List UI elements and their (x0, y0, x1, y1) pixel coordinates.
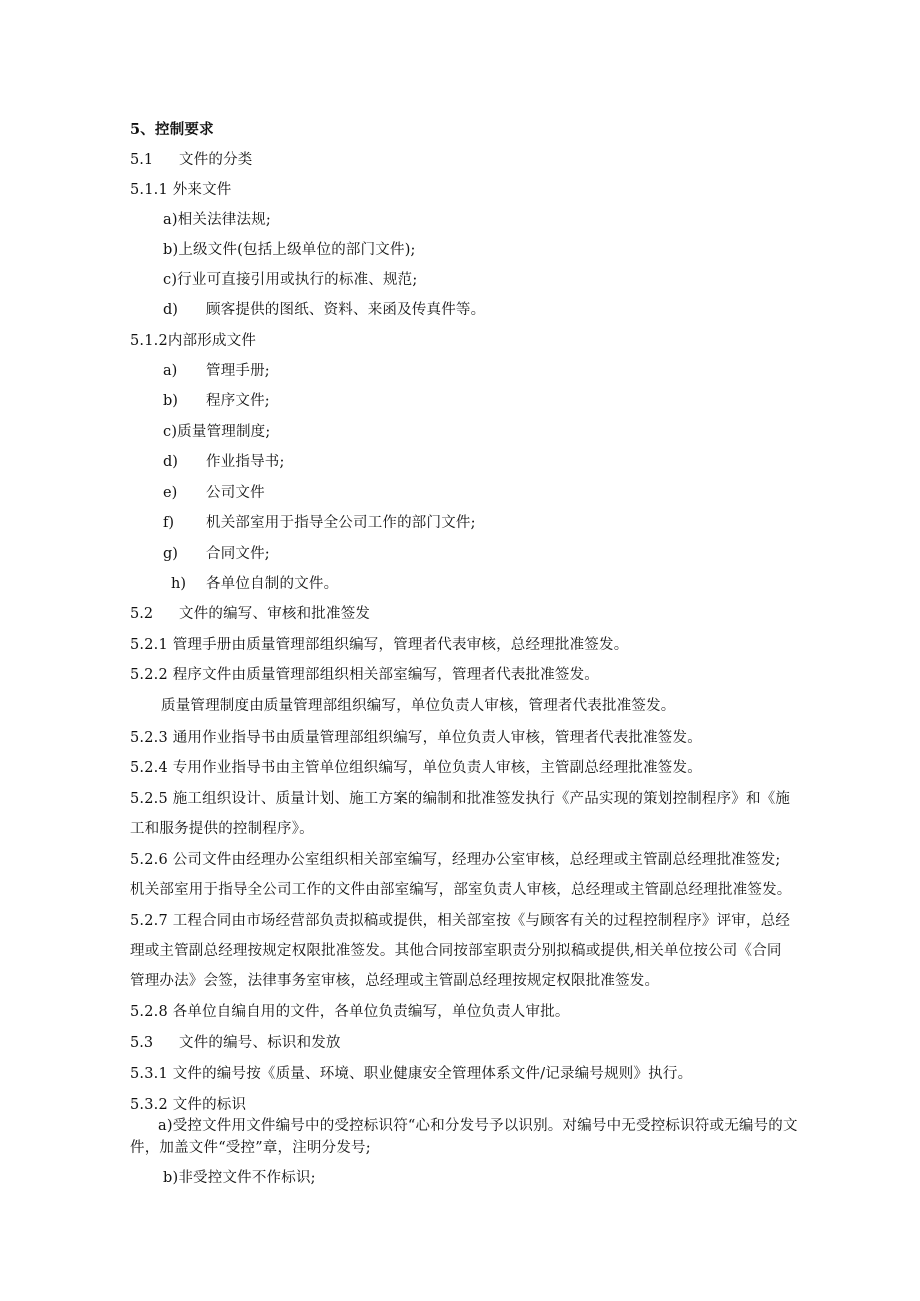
subsection-heading: 5.1.1 外来文件 (130, 182, 232, 198)
paragraph-line: 件，加盖文件“受控”章，注明分发号; (130, 1140, 371, 1156)
list-item: 公司文件 (206, 485, 265, 501)
list-item: c)行业可直接引用或执行的标准、规范; (163, 272, 418, 288)
paragraph: 5.2.2 程序文件由质量管理部组织相关部室编写，管理者代表批准签发。 (130, 667, 600, 683)
paragraph-line: 理或主管副总经理按规定权限批准签发。其他合同按部室职责分别拟稿或提供,相关单位按公司《合同 (130, 943, 782, 959)
list-item: 合同文件; (206, 546, 270, 562)
list-item: 作业指导书; (206, 454, 285, 470)
list-item-label: e) (163, 485, 178, 501)
section-title: 文件的编号、标识和发放 (179, 1035, 341, 1051)
paragraph: b)非受控文件不作标识; (163, 1170, 316, 1186)
list-item: 顾客提供的图纸、资料、来函及传真件等。 (206, 302, 486, 318)
list-item: a)相关法律法规; (163, 212, 271, 228)
paragraph: 5.2.1 管理手册由质量管理部组织编写，管理者代表审核，总经理批准签发。 (130, 637, 629, 653)
list-item-label: b) (163, 393, 178, 409)
list-item: 各单位自制的文件。 (206, 576, 339, 592)
paragraph-line: 机关部室用于指导全公司工作的文件由部室编写，部室负责人审核，总经理或主管副总经理批准签发。 (130, 882, 792, 898)
subsection-heading: 5.1.2内部形成文件 (130, 333, 257, 349)
paragraph-line: 5.2.5 施工组织设计、质量计划、施工方案的编制和批准签发执行《产品实现的策划控制程序》和《施 (130, 791, 791, 807)
section-number: 5.2 (130, 606, 154, 622)
paragraph: 5.2.3 通用作业指导书由质量管理部组织编写，单位负责人审核，管理者代表批准签发。 (130, 730, 702, 746)
section-number: 5.3 (130, 1035, 154, 1051)
list-item: 管理手册; (206, 363, 270, 379)
section-heading: 5、控制要求 (130, 121, 214, 138)
paragraph: 5.2.4 专用作业指导书由主管单位组织编写，单位负责人审核，主管副总经理批准签发。 (130, 760, 702, 776)
list-item-label: g) (163, 546, 178, 562)
paragraph: 质量管理制度由质量管理部组织编写，单位负责人审核，管理者代表批准签发。 (161, 698, 676, 714)
list-item-label: f) (163, 515, 175, 531)
section-title: 文件的编写、审核和批准签发 (179, 606, 371, 622)
paragraph-line: 工和服务提供的控制程序》。 (130, 821, 314, 837)
paragraph-line: 5.2.7 工程合同由市场经营部负责拟稿或提供，相关部室按《与顾客有关的过程控制程序》评审，总经 (130, 913, 791, 929)
list-item-label: a) (163, 363, 178, 379)
list-item: b)上级文件(包括上级单位的部门文件); (163, 242, 416, 258)
list-item-label: h) (171, 576, 186, 592)
list-item-label: d) (163, 302, 178, 318)
list-item: 机关部室用于指导全公司工作的部门文件; (206, 515, 476, 531)
subsection-heading: 5.3.2 文件的标识 (130, 1097, 247, 1113)
paragraph-line: 管理办法》会签，法律事务室审核，总经理或主管副总经理按规定权限批准签发。 (130, 973, 660, 989)
list-item: 程序文件; (206, 393, 270, 409)
list-item-label: d) (163, 454, 178, 470)
paragraph: 5.2.8 各单位自编自用的文件，各单位负责编写，单位负责人审批。 (130, 1004, 570, 1020)
list-item: c)质量管理制度; (163, 424, 271, 440)
section-title: 文件的分类 (179, 152, 253, 168)
paragraph: 5.3.1 文件的编号按《质量、环境、职业健康安全管理体系文件/记录编号规则》执行。 (130, 1066, 693, 1082)
paragraph-line: 5.2.6 公司文件由经理办公室组织相关部室编写，经理办公室审核，总经理或主管副总经理批准签发; (130, 852, 781, 868)
paragraph-line: a)受控文件用文件编号中的受控标识符“心和分发号予以识别。对编号中无受控标识符或无编号的文 (158, 1118, 798, 1134)
section-number: 5.1 (130, 152, 154, 168)
